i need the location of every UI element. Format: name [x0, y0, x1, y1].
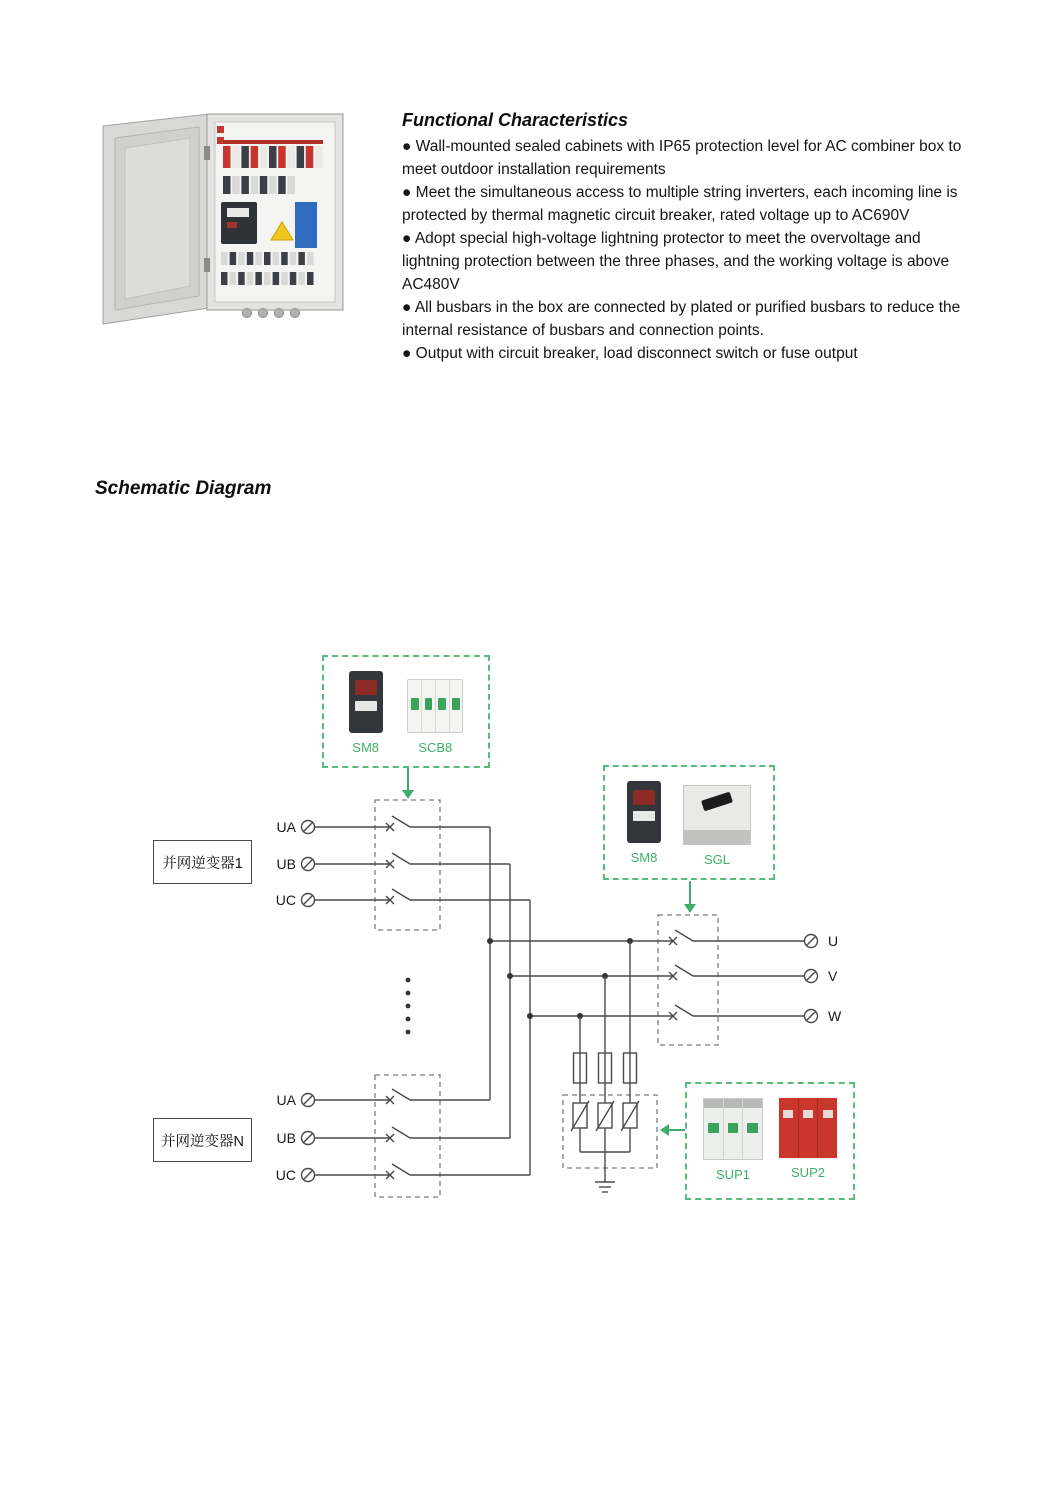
functional-bullet: ● Wall-mounted sealed cabinets with IP65 protection level for AC combiner box to meet outdoor installation requirements: [402, 138, 962, 178]
output-label: U: [828, 933, 839, 949]
incoming-device-arrow: [402, 768, 414, 799]
junction-dots: [487, 938, 633, 1019]
output-label: W: [828, 1008, 842, 1024]
outgoing-device-arrow: [684, 881, 696, 913]
device-label: SUP2: [791, 1165, 825, 1180]
sup1-spd-image: [703, 1098, 763, 1160]
cabinet-door: [103, 114, 209, 324]
inverterN-breaker-poles: [315, 1089, 531, 1179]
sm8-breaker-image: [627, 781, 661, 843]
phase-label: UB: [276, 1130, 296, 1146]
device-sm8: [627, 781, 661, 865]
scb8-breaker-image: [407, 679, 463, 733]
device-sgl: [683, 781, 751, 867]
device-label: SGL: [703, 852, 730, 867]
phase-label: UB: [276, 856, 296, 872]
spd-symbols: [571, 1101, 639, 1182]
phase-label: UC: [275, 1167, 296, 1183]
inverter1-breaker-poles: [315, 816, 531, 904]
device-sup2: [779, 1098, 837, 1180]
device-label: SUP1: [716, 1167, 750, 1182]
inverter1-label-box: 并网逆变器1: [153, 840, 252, 884]
inverter1-terminals: [276, 819, 315, 908]
output-terminals: [805, 933, 843, 1024]
functional-bullet: ● Adopt special high-voltage lightning protector to meet the overvoltage and lightning protection between the three phases, and the working voltage is above AC480V: [402, 230, 950, 293]
output-breaker-poles: [490, 930, 804, 1020]
device-scb8: [407, 671, 463, 755]
phase-bus-lines: [490, 827, 530, 1175]
sm8-breaker-image: [349, 671, 383, 733]
device-label: SCB8: [418, 740, 453, 755]
output-label: V: [828, 968, 838, 984]
output-breaker-box: [658, 915, 718, 1045]
functional-title: Functional Characteristics: [402, 110, 629, 130]
spd-device-arrow: [660, 1124, 686, 1136]
fuse-branch: [574, 941, 637, 1103]
functional-bullet: ● Meet the simultaneous access to multiple string inverters, each incoming line is protected by thermal magnetic circuit breaker, rated voltage up to AC690V: [402, 184, 958, 224]
spd-symbol-box: [563, 1095, 657, 1168]
outgoing-devices-box: [603, 765, 775, 880]
device-label: SM8: [630, 850, 658, 865]
phase-label: UC: [275, 892, 296, 908]
spd-devices-box: [685, 1082, 855, 1200]
phase-label: UA: [276, 819, 296, 835]
schematic-title: Schematic Diagram: [95, 478, 272, 499]
repeat-ellipsis: [406, 978, 411, 1035]
device-sm8: [349, 671, 383, 755]
inverterN-terminals: [276, 1092, 315, 1183]
combiner-box-photo: [97, 110, 347, 332]
incoming-devices-box: [322, 655, 490, 768]
phase-label: UA: [276, 1092, 296, 1108]
sgl-switch-image: [683, 785, 751, 845]
inverter1-breaker-box: [375, 800, 440, 930]
functional-bullet: ● All busbars in the box are connected by plated or purified busbars to reduce the internal resistance of busbars and connection points.: [402, 299, 961, 339]
sup2-spd-image: [779, 1098, 837, 1158]
functional-bullet: ● Output with circuit breaker, load disconnect switch or fuse output: [402, 345, 858, 362]
device-sup1: [703, 1098, 763, 1182]
ground-symbol: [595, 1182, 615, 1192]
device-label: SM8: [352, 740, 380, 755]
inverterN-label-box: 并网逆变器N: [153, 1118, 252, 1162]
functional-characteristics: [402, 110, 968, 365]
